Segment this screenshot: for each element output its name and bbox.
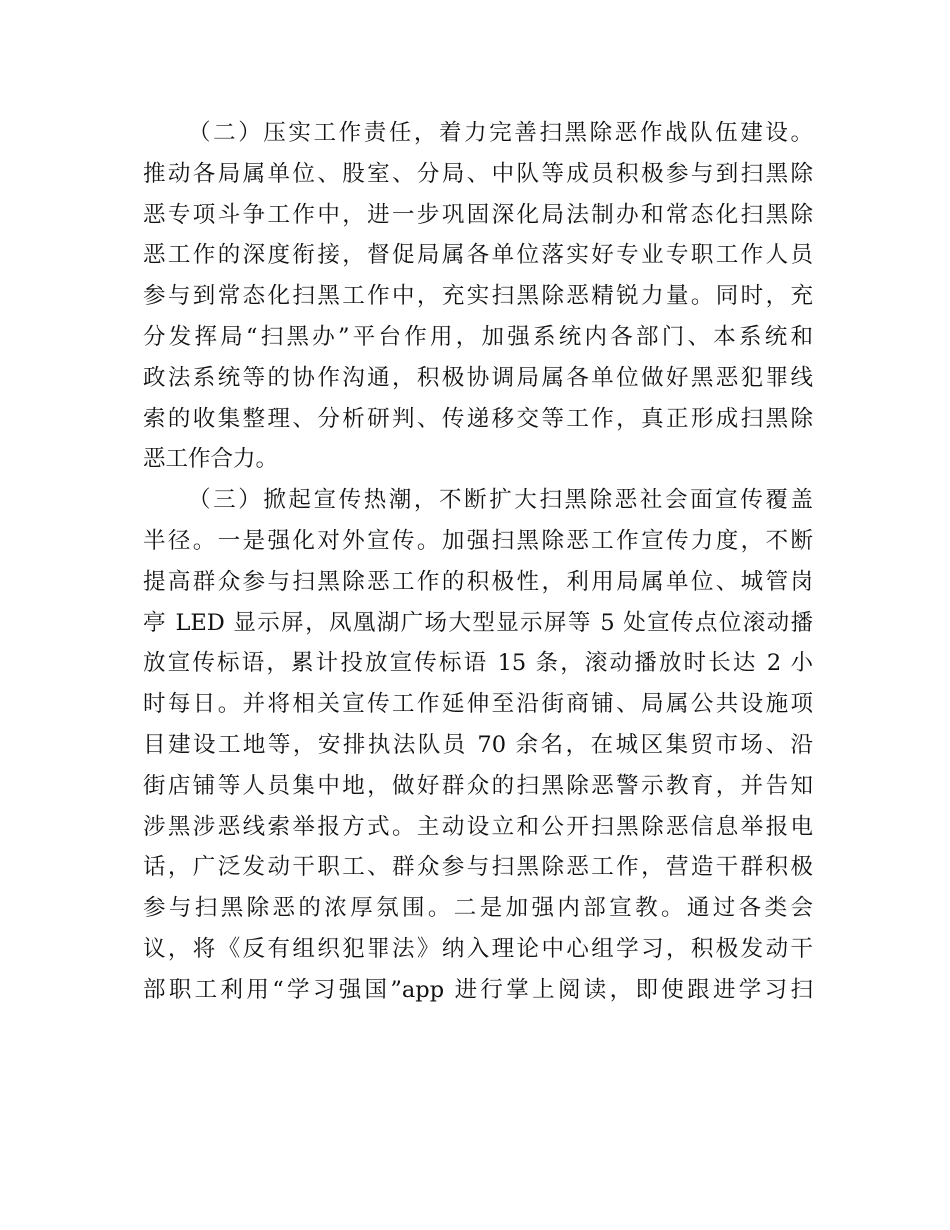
paragraph-line: 涉黑涉恶线索举报方式。主动设立和公开扫黑除恶信息举报电 <box>143 813 813 840</box>
paragraph-line: 半径。一是强化对外宣传。加强扫黑除恶工作宣传力度，不断 <box>143 527 813 554</box>
paragraph-2 <box>143 113 813 480</box>
paragraph-line: （三）掀起宣传热潮，不断扩大扫黑除恶社会面宣传覆盖 <box>188 487 813 514</box>
paragraph-line: 提高群众参与扫黑除恶工作的积极性，利用局属单位、城管岗 <box>143 568 813 595</box>
paragraph-line: 亭 LED 显示屏，凤凰湖广场大型显示屏等 5 处宣传点位滚动播 <box>143 609 813 636</box>
paragraph-line: 街店铺等人员集中地，做好群众的扫黑除恶警示教育，并告知 <box>143 772 813 799</box>
paragraph-line: 话，广泛发动干职工、群众参与扫黑除恶工作，营造干群积极 <box>143 854 813 881</box>
paragraph-line: 放宣传标语，累计投放宣传标语 15 条，滚动播放时长达 2 小 <box>143 650 813 677</box>
paragraph-line: 议，将《反有组织犯罪法》纳入理论中心组学习，积极发动干 <box>143 935 813 962</box>
paragraph-line: 恶工作的深度衔接，督促局属各单位落实好专业专职工作人员 <box>143 242 813 269</box>
paragraph-line: 目建设工地等，安排执法队员 70 余名，在城区集贸市场、沿 <box>143 731 813 758</box>
paragraph-line: 恶工作合力。 <box>143 446 279 473</box>
paragraph-line: 恶专项斗争工作中，进一步巩固深化局法制办和常态化扫黑除 <box>143 201 813 228</box>
paragraph-line: 推动各局属单位、股室、分局、中队等成员积极参与到扫黑除 <box>143 160 813 187</box>
document-body <box>143 113 813 1011</box>
paragraph-line: 索的收集整理、分析研判、传递移交等工作，真正形成扫黑除 <box>143 405 813 432</box>
paragraph-line: （二）压实工作责任，着力完善扫黑除恶作战队伍建设。 <box>188 120 813 146</box>
paragraph-3 <box>143 480 813 1010</box>
paragraph-line: 参与扫黑除恶的浓厚氛围。二是加强内部宣教。通过各类会 <box>143 895 813 922</box>
paragraph-line: 分发挥局“扫黑办”平台作用，加强系统内各部门、本系统和 <box>143 323 813 350</box>
paragraph-line: 部职工利用“学习强国”app 进行掌上阅读，即使跟进学习扫 <box>143 976 813 1003</box>
paragraph-line: 政法系统等的协作沟通，积极协调局属各单位做好黑恶犯罪线 <box>143 364 813 391</box>
paragraph-line: 时每日。并将相关宣传工作延伸至沿街商铺、局属公共设施项 <box>143 691 813 718</box>
paragraph-line: 参与到常态化扫黑工作中，充实扫黑除恶精锐力量。同时，充 <box>143 283 813 310</box>
